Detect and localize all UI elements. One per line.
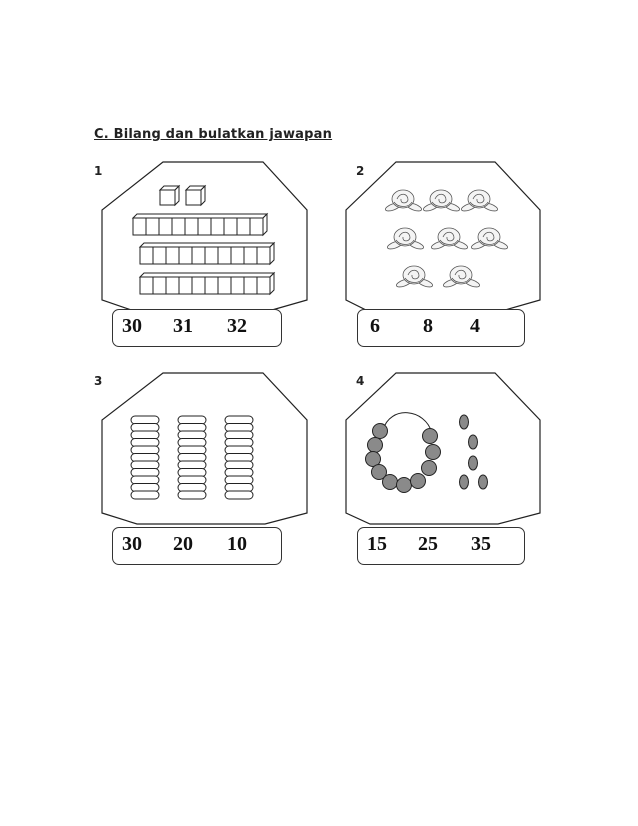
rose-icon bbox=[386, 228, 424, 251]
unit-cube bbox=[186, 186, 205, 205]
answer-option[interactable]: 20 bbox=[173, 533, 193, 555]
bead-icon bbox=[422, 461, 437, 476]
ten-rods-icon bbox=[131, 416, 253, 499]
rose-icon bbox=[430, 228, 468, 251]
bead-icon bbox=[397, 478, 412, 493]
ten-rod bbox=[140, 273, 274, 294]
rose-icon bbox=[442, 266, 480, 289]
bead-icon bbox=[373, 424, 388, 439]
rod-stack bbox=[225, 416, 253, 499]
answer-option[interactable]: 30 bbox=[122, 533, 142, 555]
bead-icon bbox=[479, 475, 488, 489]
rose-icon bbox=[395, 266, 433, 289]
bead-icon bbox=[460, 415, 469, 429]
answer-box-2 bbox=[357, 309, 525, 347]
bead-icon bbox=[411, 474, 426, 489]
bead-icon bbox=[368, 438, 383, 453]
bead-icon bbox=[383, 475, 398, 490]
base-ten-blocks-icon bbox=[133, 186, 274, 294]
answer-option[interactable]: 35 bbox=[471, 533, 491, 555]
bead-icon bbox=[460, 475, 469, 489]
rose-icon bbox=[470, 228, 508, 251]
ten-rod bbox=[133, 214, 267, 235]
answer-option[interactable]: 8 bbox=[423, 315, 433, 337]
answer-option[interactable]: 31 bbox=[173, 315, 193, 337]
rose-flowers-icon bbox=[384, 190, 508, 289]
question-number-2: 2 bbox=[356, 164, 365, 178]
answer-box-4 bbox=[357, 527, 525, 565]
unit-cube bbox=[160, 186, 179, 205]
answer-box-3 bbox=[112, 527, 282, 565]
answer-option[interactable]: 6 bbox=[370, 315, 380, 337]
answer-option[interactable]: 32 bbox=[227, 315, 247, 337]
bead-icon bbox=[426, 445, 441, 460]
rose-icon bbox=[384, 190, 422, 213]
bead-icon bbox=[469, 456, 478, 470]
answer-option[interactable]: 4 bbox=[470, 315, 480, 337]
rod-stack bbox=[131, 416, 159, 499]
bead-string-icon bbox=[366, 413, 488, 493]
answer-option[interactable]: 10 bbox=[227, 533, 247, 555]
ten-rod bbox=[140, 243, 274, 264]
answer-option[interactable]: 15 bbox=[367, 533, 387, 555]
answer-option[interactable]: 30 bbox=[122, 315, 142, 337]
answer-option[interactable]: 25 bbox=[418, 533, 438, 555]
worksheet-heading: C. Bilang dan bulatkan jawapan bbox=[94, 127, 333, 142]
bead-icon bbox=[423, 429, 438, 444]
rose-icon bbox=[422, 190, 460, 213]
answer-box-1 bbox=[112, 309, 282, 347]
bead-icon bbox=[469, 435, 478, 449]
question-number-4: 4 bbox=[356, 374, 365, 388]
question-number-3: 3 bbox=[94, 374, 103, 388]
rose-icon bbox=[460, 190, 498, 213]
rod-stack bbox=[178, 416, 206, 499]
question-number-1: 1 bbox=[94, 164, 103, 178]
